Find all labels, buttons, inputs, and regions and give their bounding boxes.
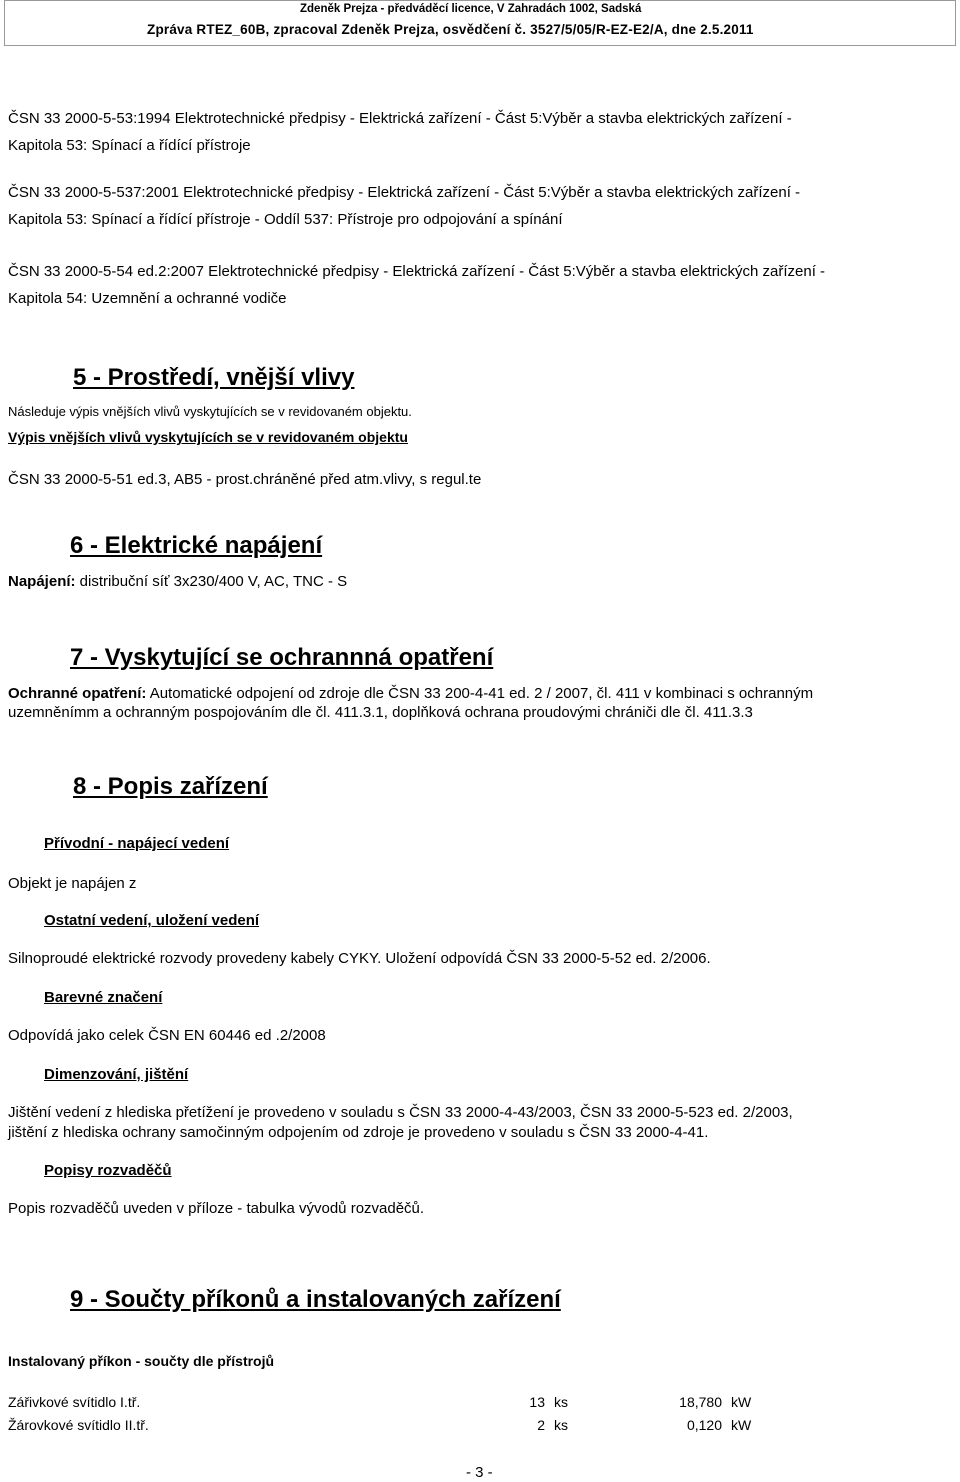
supply-label: Napájení:	[8, 573, 76, 590]
external-influence-item: ČSN 33 2000-5-51 ed.3, AB5 - prost.chráněné před atm.vlivy, s regul.te	[8, 471, 482, 488]
supply-value: distribuční síť 3x230/400 V, AC, TNC - S	[75, 573, 348, 590]
header-line-2: Zpráva RTEZ_60B, zpracoval Zdeněk Prejza, osvědčení č. 3527/5/05/R-EZ-E2/A, dne 2.5.2011	[147, 22, 754, 37]
standard-3-line-2: Kapitola 54: Uzemnění a ochranné vodiče	[8, 290, 287, 307]
section-5-subtitle: Výpis vnějších vlivů vyskytujících se v revidovaném objektu	[8, 429, 408, 445]
table-row-2-power-unit: kW	[731, 1417, 752, 1433]
table-row-2-qty: 2	[537, 1417, 545, 1433]
section-5-intro: Následuje výpis vnějších vlivů vyskytujících se v revidovaném objektu.	[8, 404, 412, 419]
color-marking-text: Odpovídá jako celek ČSN EN 60446 ed .2/2008	[8, 1027, 326, 1044]
table-row-1-power-unit: kW	[731, 1394, 752, 1410]
section-7-title: 7 - Vyskytující se ochrannná opatření	[70, 644, 494, 671]
sizing-protection-text-2: jištění z hlediska ochrany samočinným odpojením od zdroje je provedeno v souladu s ČSN 33 2000-4-41.	[8, 1124, 709, 1141]
protection-line-2: uzemněnímm a ochranným pospojováním dle čl. 411.3.1, doplňková ochrana proudovými chrániči dle čl. 411.3.3	[8, 704, 753, 721]
section-8-title: 8 - Popis zařízení	[73, 773, 268, 800]
protection-label: Ochranné opatření:	[8, 685, 147, 702]
other-lines-text: Silnoproudé elektrické rozvody provedeny kabely CYKY. Uložení odpovídá ČSN 33 2000-5-52 ed. 2/2006.	[8, 950, 711, 967]
table-row-2-unit: ks	[554, 1417, 568, 1433]
table-row-1-unit: ks	[554, 1394, 568, 1410]
section-5-title: 5 - Prostředí, vnější vlivy	[73, 364, 355, 391]
standard-2-line-2: Kapitola 53: Spínací a řídící přístroje - Oddíl 537: Přístroje pro odpojování a spínání	[8, 211, 563, 228]
protection-line-1	[8, 685, 813, 702]
protection-value: Automatické odpojení od zdroje dle ČSN 33 200-4-41 ed. 2 / 2007, čl. 411 v kombinaci s ochranným	[146, 685, 814, 702]
page-number: - 3 -	[466, 1464, 493, 1481]
other-lines-subtitle: Ostatní vedení, uložení vedení	[44, 912, 260, 929]
section-9-title: 9 - Součty příkonů a instalovaných zařízení	[70, 1286, 561, 1313]
table-row-2-power: 0,120	[686, 1417, 722, 1433]
switchboard-subtitle: Popisy rozvaděčů	[44, 1162, 172, 1179]
installed-power-subtitle: Instalovaný příkon - součty dle přístrojů	[8, 1353, 275, 1369]
table-row-1-power: 18,780	[679, 1394, 722, 1410]
standard-3-line-1: ČSN 33 2000-5-54 ed.2:2007 Elektrotechnické předpisy - Elektrická zařízení - Část 5:Výběr a stavba elektrických zařízení -	[8, 263, 826, 280]
sizing-protection-subtitle: Dimenzování, jištění	[44, 1066, 189, 1083]
switchboard-text: Popis rozvaděčů uveden v příloze - tabulka vývodů rozvaděčů.	[8, 1200, 425, 1217]
sizing-protection-text-1: Jištění vedení z hlediska přetížení je provedeno v souladu s ČSN 33 2000-4-43/2003, ČSN 33 2000-5-523 ed. 2/2003,	[8, 1104, 793, 1121]
standard-1-line-1: ČSN 33 2000-5-53:1994 Elektrotechnické předpisy - Elektrická zařízení - Část 5:Výběr a stavba elektrických zařízení -	[8, 110, 792, 127]
supply-line-subtitle: Přívodní - napájecí vedení	[44, 835, 230, 852]
supply-line-text: Objekt je napájen z	[8, 875, 137, 892]
standard-1-line-2: Kapitola 53: Spínací a řídící přístroje	[8, 137, 251, 154]
table-row-1-name: Zářivkové svítidlo I.tř.	[8, 1394, 141, 1410]
standard-2-line-1: ČSN 33 2000-5-537:2001 Elektrotechnické předpisy - Elektrická zařízení - Část 5:Výběr a stavba elektrických zařízení -	[8, 184, 801, 201]
table-row-1-qty: 13	[529, 1394, 545, 1410]
section-6-title: 6 - Elektrické napájení	[70, 532, 323, 559]
supply-line	[8, 573, 347, 590]
header-line-1: Zdeněk Prejza - předváděcí licence, V Zahradách 1002, Sadská	[300, 3, 642, 15]
table-row-2-name: Žárovkové svítidlo II.tř.	[8, 1417, 149, 1433]
color-marking-subtitle: Barevné značení	[44, 989, 163, 1006]
